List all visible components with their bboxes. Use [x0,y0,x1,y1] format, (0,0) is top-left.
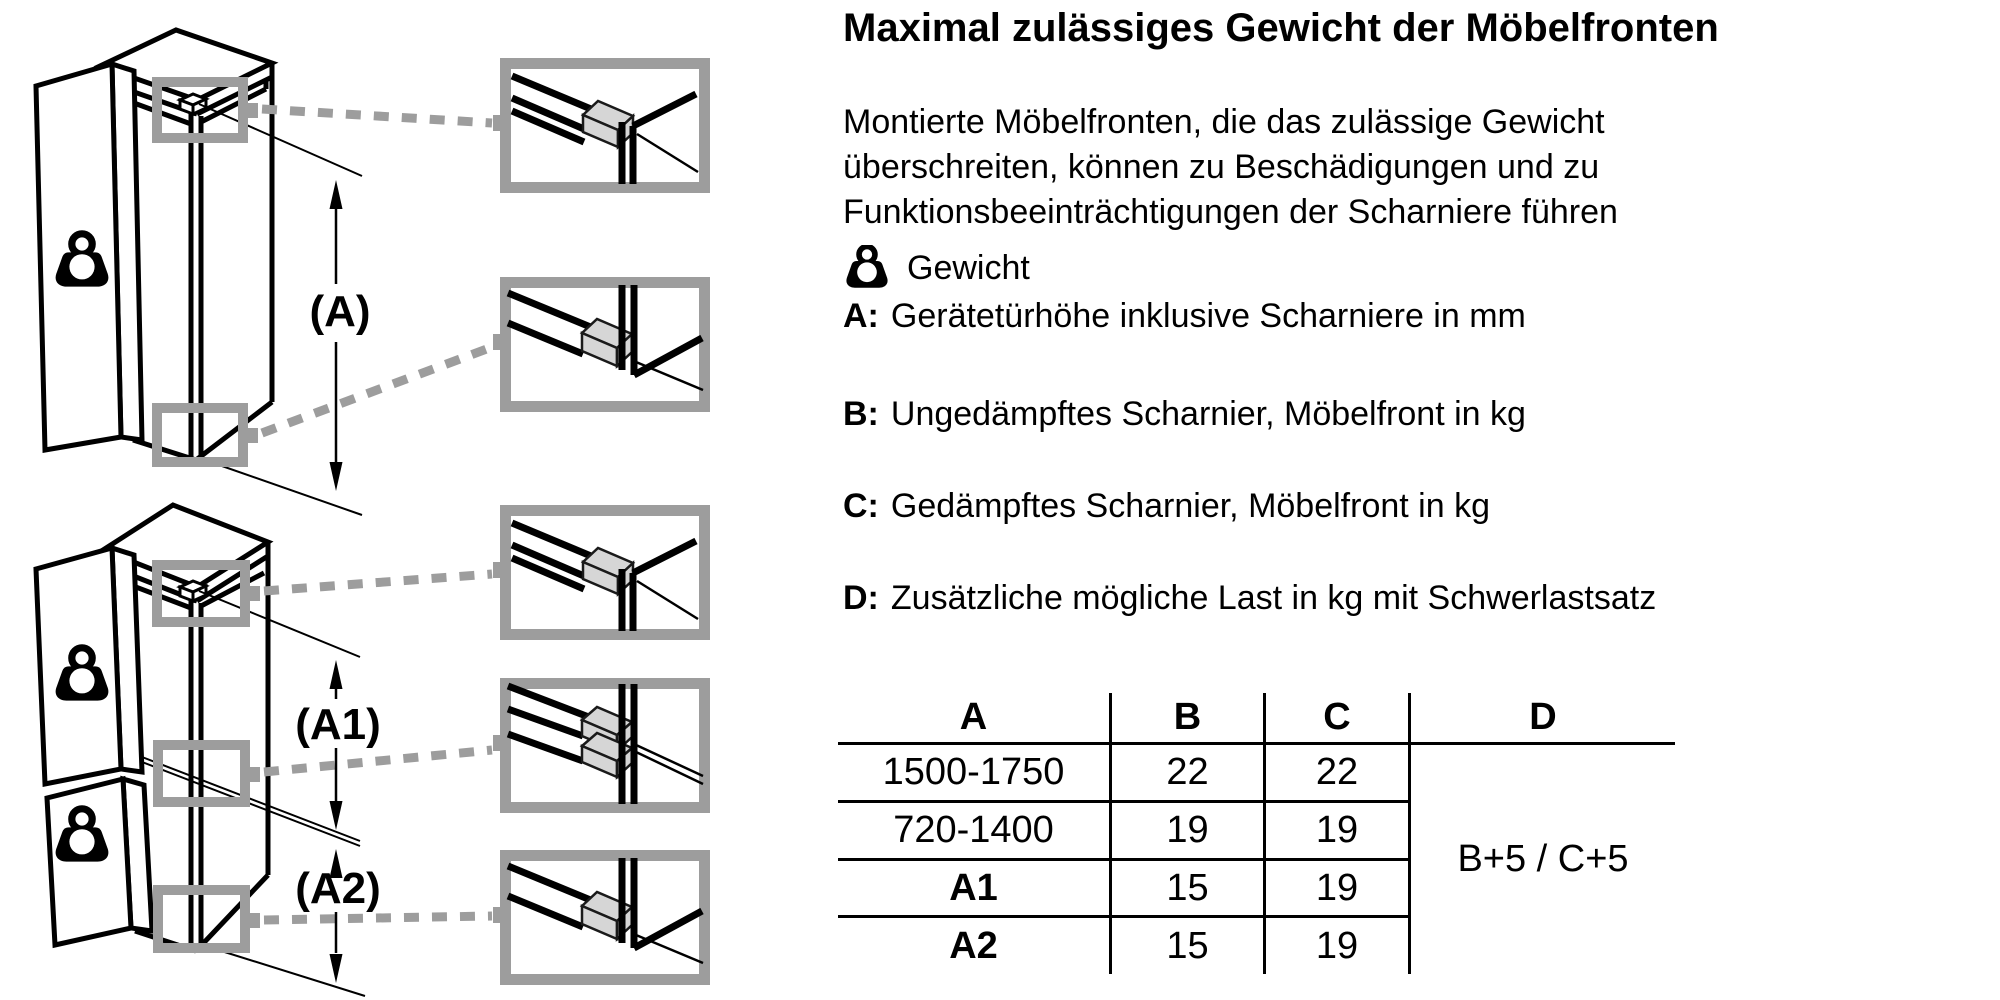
spec-table [838,693,1675,974]
legend-item-a [843,294,1526,339]
legend-key: B: [843,395,879,433]
table-cell-c: 19 [1266,861,1411,918]
weight-icon [845,245,889,292]
legend-text: Ungedämpftes Scharnier, Möbelfront in kg [890,395,1526,433]
table-cell-c: 19 [1266,803,1411,861]
table-cell-a: 1500-1750 [838,745,1112,803]
fridge-double-diagram [36,505,492,996]
table-cell-a: A2 [838,918,1112,974]
legend-text: Zusätzliche mögliche Last in kg mit Schwerlastsatz [890,579,1657,617]
intro-line: Montierte Möbelfronten, die das zulässige Gewicht [843,103,1605,141]
table-cell-a: 720-1400 [838,803,1112,861]
hinge-detail-bottom-double [493,856,705,980]
weight-legend-label: Gewicht [907,248,1030,287]
legend-key: C: [843,487,879,525]
legend-text: Gerätetürhöhe inklusive Scharniere in mm [890,297,1526,335]
intro-paragraph [843,100,1618,235]
table-cell-b: 19 [1112,803,1266,861]
hinge-detail-bottom-single [493,283,705,407]
legend-key: D: [843,579,879,617]
legend-text: Gedämpftes Scharnier, Möbelfront in kg [890,487,1490,525]
fridge-single-diagram [36,30,492,515]
dimension-label-a: (A) [309,287,371,336]
furniture-front-panel-lower [47,779,152,945]
hinge-block-icon [180,94,206,114]
legend-key: A: [843,297,879,335]
table-header-a: A [838,693,1112,745]
hinge-block-icon [180,581,206,601]
weight-legend-row [845,243,1030,293]
table-header-b: B [1112,693,1266,745]
table-cell-c: 19 [1266,918,1411,974]
hinge-detail-top-single [493,64,705,188]
table-cell-a: A1 [838,861,1112,918]
intro-line: überschreiten, können zu Beschädigungen und zu [843,148,1600,186]
table-cell-d-merged: B+5 / C+5 [1457,838,1629,880]
installation-diagram [0,0,740,1000]
legend-item-c [843,484,1490,529]
table-cell-b: 15 [1112,861,1266,918]
table-header-d: D [1411,693,1675,745]
table-header-c: C [1266,693,1411,745]
legend-item-b [843,392,1526,437]
dimension-label-a1: (A1) [295,700,381,749]
legend-item-d [843,576,1656,621]
hinge-detail-middle-double [493,684,705,808]
hinge-detail-top-double [493,511,705,635]
table-cell-c: 22 [1266,745,1411,803]
table-cell-b: 15 [1112,918,1266,974]
intro-line: Funktionsbeeinträchtigungen der Scharniere führen [843,193,1618,231]
dimension-label-a2: (A2) [295,864,381,913]
table-cell-b: 22 [1112,745,1266,803]
page-title: Maximal zulässiges Gewicht der Möbelfronten [843,6,1719,50]
